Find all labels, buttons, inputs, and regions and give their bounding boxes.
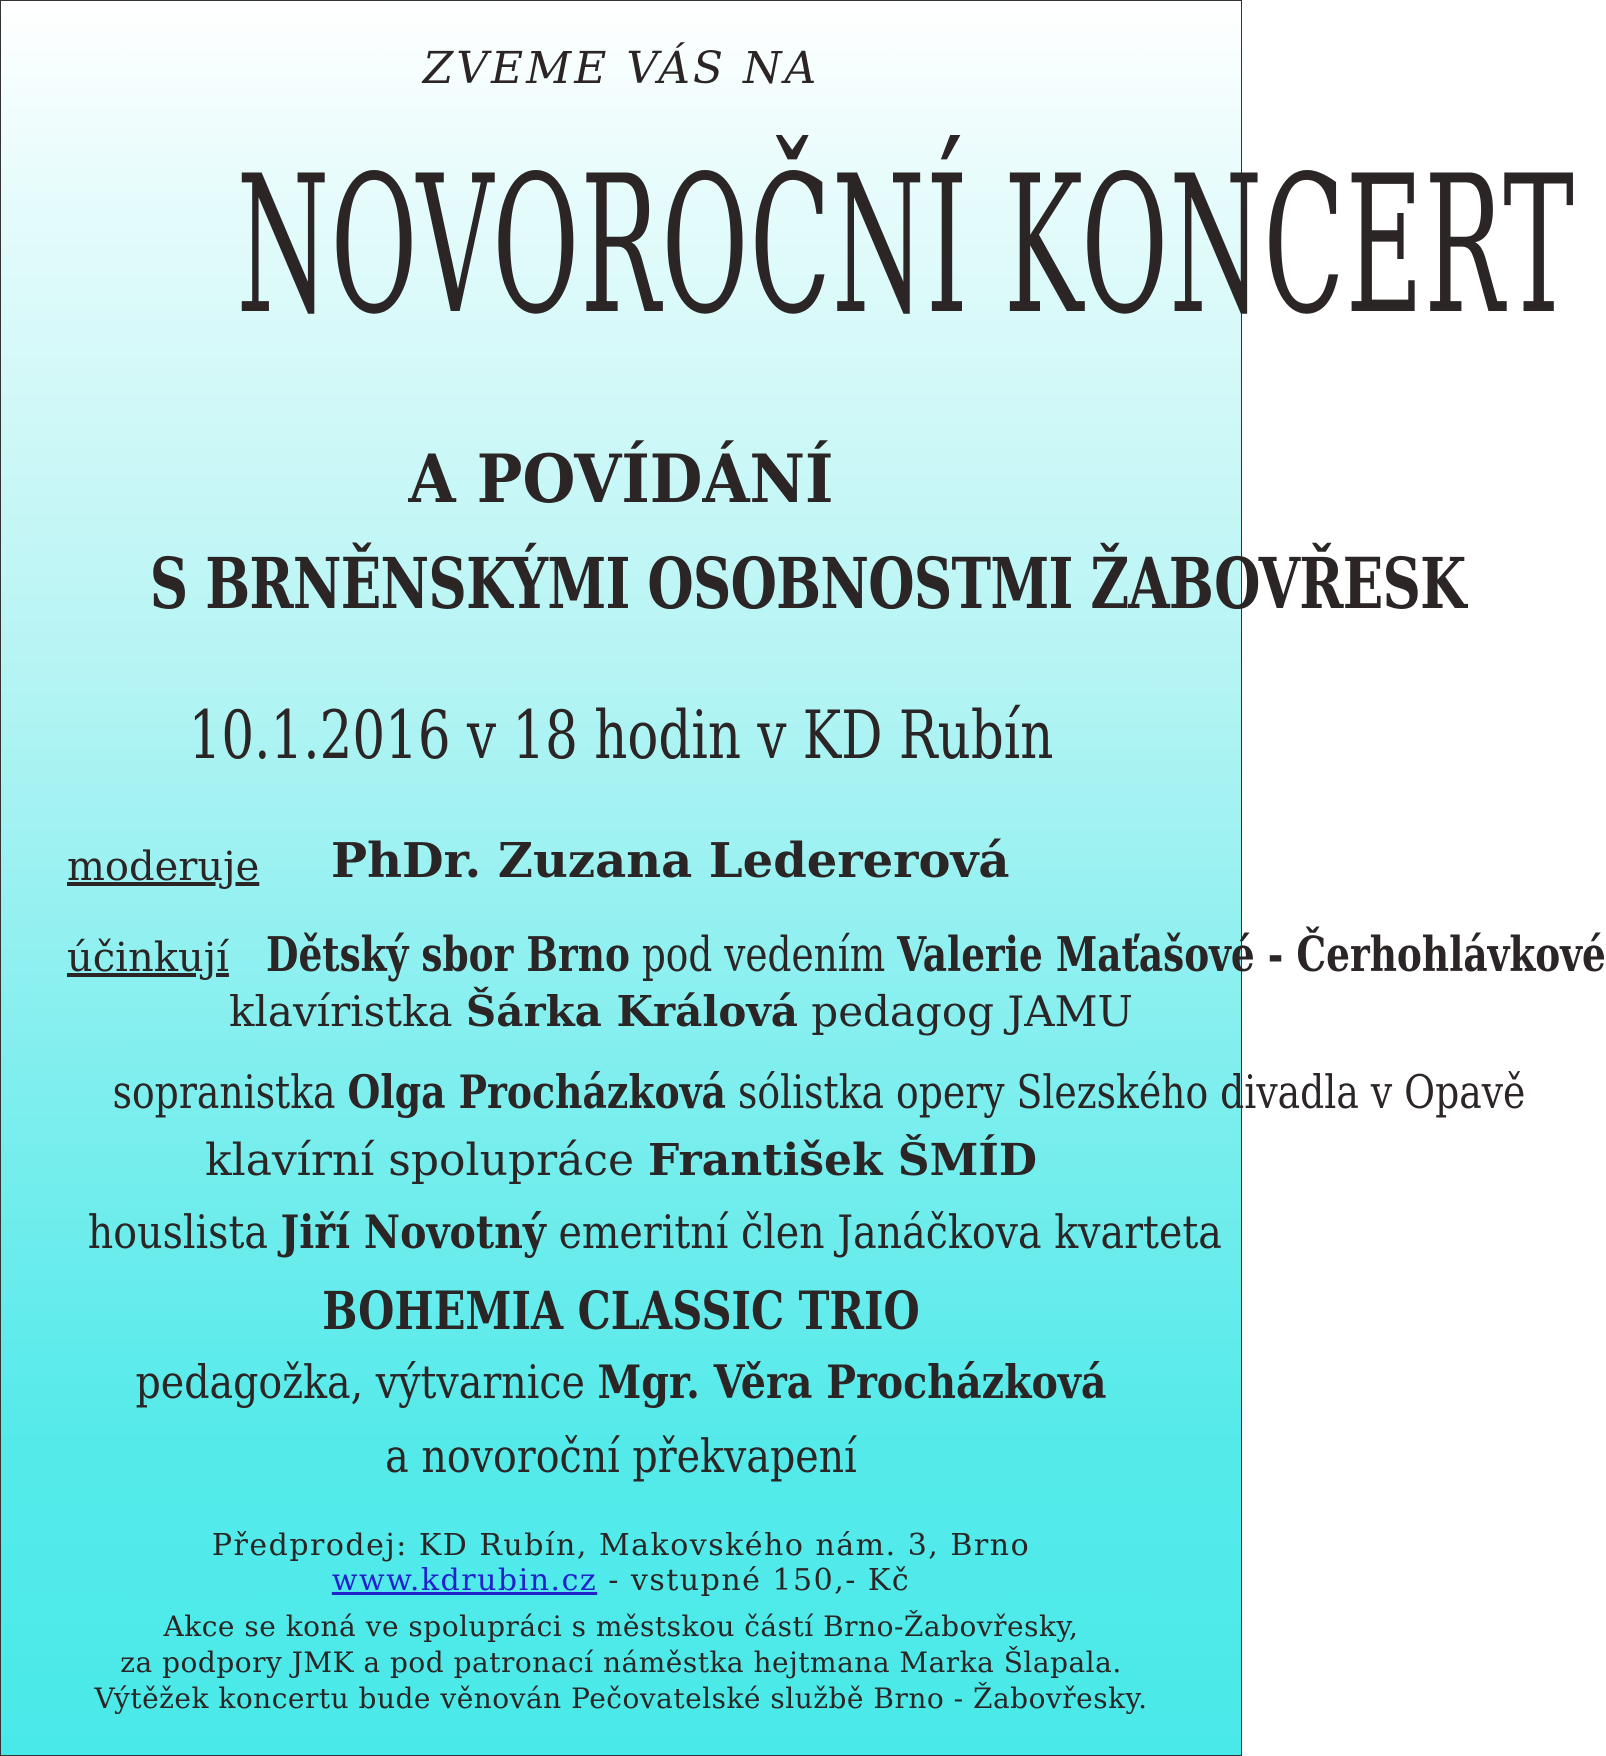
performer-line-surprise: a novoroční překvapení xyxy=(385,1429,857,1483)
performer-role: klavíristka xyxy=(229,987,466,1036)
performer-line-accompanist xyxy=(1,1135,1241,1186)
invitation-text: ZVEME VÁS NA xyxy=(422,43,820,94)
performer-text: pod vedením xyxy=(629,927,898,983)
moderator-label: moderuje xyxy=(67,844,260,890)
footer-note-1: Akce se koná ve spolupráci s městskou částí Brno-Žabovřesky, xyxy=(163,1610,1079,1643)
moderator-name: PhDr. Zuzana Ledererová xyxy=(331,833,1010,889)
performer-role: sopranistka xyxy=(112,1065,348,1119)
performer-line-violinist xyxy=(87,1205,1222,1259)
event-date: 10.1.2016 v 18 hodin v KD Rubín xyxy=(188,697,1054,774)
entry-fee: - vstupné 150,- Kč xyxy=(597,1563,911,1598)
website-link[interactable]: www.kdrubin.cz xyxy=(331,1563,598,1598)
performer-name: Šárka Králová xyxy=(465,987,798,1036)
subtitle-line-2: S BRNĚNSKÝMI OSOBNOSTMI ŽABOVŘESK xyxy=(149,542,1466,625)
performer-role: sólistka opery Slezského divadla v Opavě xyxy=(725,1065,1526,1119)
footer-note-2: za podpory JMK a pod patronací náměstka hejtmana Marka Šlapala. xyxy=(120,1646,1122,1679)
performer-line-choir xyxy=(266,927,1606,983)
performer-line-pianist xyxy=(1,987,1241,1036)
performer-name: Olga Procházková xyxy=(347,1065,726,1119)
performer-role: emeritní člen Janáčkova kvarteta xyxy=(545,1205,1222,1259)
performer-name: Jiří Novotný xyxy=(280,1205,546,1259)
performer-role: klavírní spolupráce xyxy=(204,1135,649,1186)
performer-name: Valerie Maťašové - Čerhohlávkové xyxy=(897,927,1606,983)
footer-note-3: Výtěžek koncertu bude věnován Pečovatelské službě Brno - Žabovřesky. xyxy=(94,1682,1148,1715)
website-entry-line xyxy=(1,1563,1241,1598)
performer-line-trio: BOHEMIA CLASSIC TRIO xyxy=(322,1281,920,1342)
performer-role: pedagog JAMU xyxy=(797,987,1133,1036)
presale-info: Předprodej: KD Rubín, Makovského nám. 3, Brno xyxy=(211,1528,1031,1563)
performer-role: houslista xyxy=(87,1205,281,1259)
performer-name: Dětský sbor Brno xyxy=(266,927,630,983)
performer-line-artist xyxy=(88,1355,1154,1409)
performer-role: pedagožka, výtvarnice xyxy=(135,1355,598,1409)
subtitle-line-1: A POVÍDÁNÍ xyxy=(408,440,834,518)
poster-title: NOVOROČNÍ KONCERT xyxy=(236,135,1576,356)
performers-label: účinkují xyxy=(67,935,229,981)
performer-name: František ŠMÍD xyxy=(648,1135,1038,1186)
performer-name: Mgr. Věra Procházková xyxy=(597,1355,1107,1409)
performer-line-soprano xyxy=(112,1065,1526,1119)
